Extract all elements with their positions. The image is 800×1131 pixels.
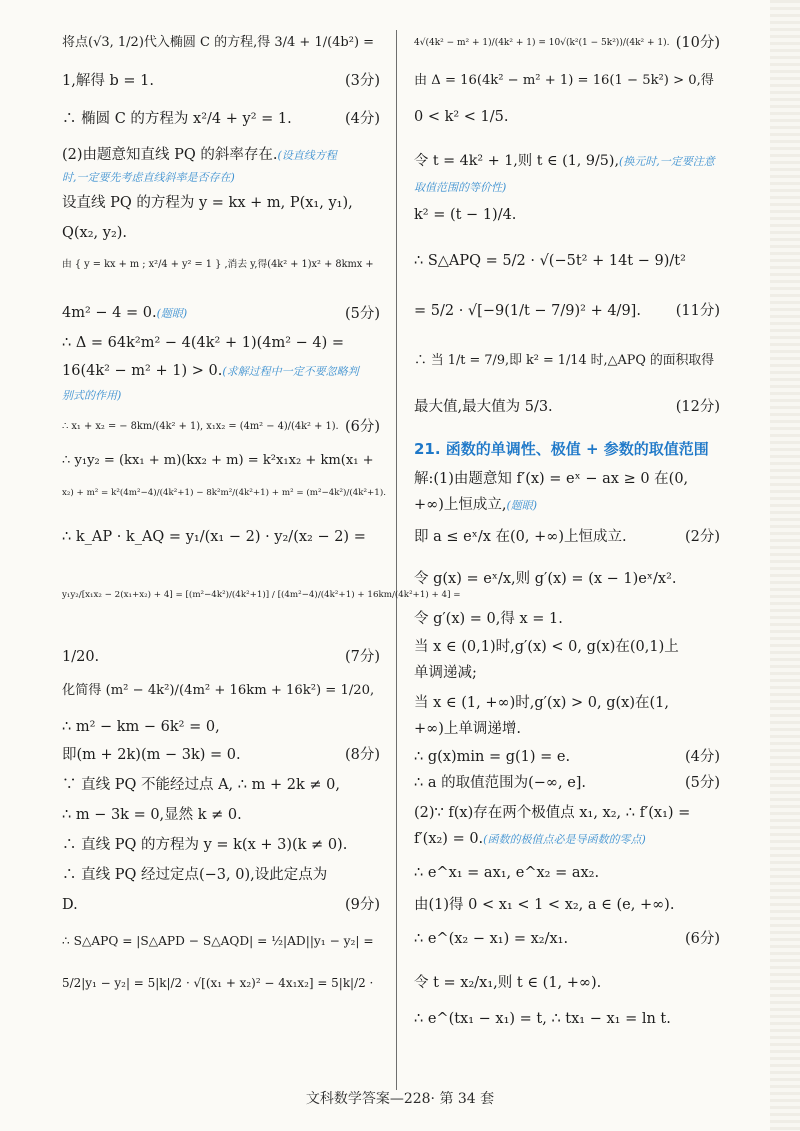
line-text [414, 774, 586, 792]
right-line [414, 570, 720, 588]
left-line [62, 72, 380, 90]
line-text [62, 806, 242, 824]
formula-text: ∴ S△APQ = |S△APD − S△AQD| = ½|AD||y₁ − y₂| = [62, 934, 374, 948]
formula-text: (2)由题意知直线 PQ 的斜率存在. [62, 147, 278, 163]
right-line [414, 252, 720, 270]
line-text [62, 194, 353, 212]
line-text [62, 866, 327, 884]
line-text [414, 72, 714, 90]
formula-text: 0 < k² < 1/5. [414, 109, 509, 125]
line-text [62, 746, 241, 764]
formula-text: ∴ x₁ + x₂ = − 8km/(4k² + 1), x₁x₂ = (4m² − 4)/(4k² + 1). [62, 421, 339, 432]
right-line [414, 72, 720, 90]
left-line [62, 528, 380, 546]
left-line [62, 194, 380, 212]
formula-text: 令 g(x) = eˣ/x,则 g′(x) = (x − 1)eˣ/x². [414, 571, 677, 587]
line-text [414, 664, 477, 682]
right-line [414, 440, 720, 459]
line-text [414, 974, 601, 992]
left-line [62, 586, 461, 604]
column-divider [396, 30, 397, 1090]
line-text [62, 146, 337, 165]
score-points: (6分) [684, 931, 720, 947]
line-text [62, 896, 78, 914]
left-line [62, 866, 380, 884]
formula-text: 即 a ≤ eˣ/x 在(0, +∞)上恒成立. [414, 529, 627, 545]
formula-text: 解:(1)由题意知 f′(x) = eˣ − ax ≥ 0 在(0, [414, 471, 689, 487]
line-text [62, 452, 374, 470]
line-text [414, 1010, 671, 1028]
right-line [414, 804, 720, 822]
right-line [414, 896, 720, 914]
formula-text: ∵ 直线 PQ 不能经过点 A, ∴ m + 2k ≠ 0, [62, 777, 340, 793]
formula-text: ∴ 当 1/t = 7/9,即 k² = 1/14 时,△APQ 的面积取得 [414, 353, 715, 368]
formula-text: f′(x₂) = 0. [414, 831, 484, 847]
formula-text: 4m² − 4 = 0. [62, 305, 157, 321]
line-text [414, 352, 714, 370]
right-line [414, 748, 720, 766]
margin-annotation: (换元时,一定要注意 [619, 155, 715, 168]
line-text [414, 748, 570, 766]
right-line [414, 152, 720, 171]
formula-text: ∴ S△APQ = 5/2 · √(−5t² + 14t − 9)/t² [414, 253, 686, 269]
line-text [414, 528, 627, 546]
right-line [414, 470, 720, 488]
line-text [62, 974, 373, 992]
score-points: (7分) [344, 649, 380, 665]
left-line [62, 304, 380, 323]
right-line [414, 864, 720, 882]
formula-text: D. [62, 897, 78, 913]
score-points: (8分) [344, 747, 380, 763]
formula-text: x₂) + m² = k²(4m²−4)/(4k²+1) − 8k²m²/(4k²+1) + m² = (m²−4k²)/(4k²+1). [62, 488, 386, 498]
right-line [414, 496, 720, 515]
right-line [414, 178, 720, 197]
line-text [62, 304, 187, 323]
formula-text: ∴ e^(x₂ − x₁) = x₂/x₁. [414, 931, 569, 947]
page-edge-texture [770, 0, 800, 1131]
line-text [62, 334, 344, 352]
left-line [62, 224, 380, 242]
formula-text: ∴ m − 3k = 0,显然 k ≠ 0. [62, 807, 242, 823]
right-line [414, 398, 720, 416]
line-text [62, 932, 374, 950]
line-text [62, 34, 374, 52]
formula-text: 令 t = x₂/x₁,则 t ∈ (1, +∞). [414, 975, 602, 991]
score-points: (2分) [684, 529, 720, 545]
line-text [414, 470, 688, 488]
line-text [414, 930, 568, 948]
line-text [62, 224, 127, 242]
formula-text: 1,解得 b = 1. [62, 73, 154, 89]
left-line [62, 484, 386, 502]
left-line [62, 974, 380, 992]
score-points: (6分) [344, 419, 380, 435]
formula-text: ∴ 椭圆 C 的方程为 x²/4 + y² = 1. [62, 111, 292, 127]
formula-text: ∴ 直线 PQ 经过定点(−3, 0),设此定点为 [62, 867, 328, 883]
line-text [414, 694, 669, 712]
left-line [62, 806, 380, 824]
line-text [62, 168, 235, 187]
left-line [62, 648, 380, 666]
right-line [414, 930, 720, 948]
formula-text: ∴ a 的取值范围为(−∞, e]. [414, 775, 587, 791]
page-footer: 文科数学答案—228· 第 34 套 [305, 1091, 495, 1107]
formula-text: ∴ g(x)min = g(1) = e. [414, 749, 571, 765]
left-line [62, 334, 380, 352]
line-text [414, 638, 679, 656]
score-points: (12分) [675, 399, 720, 415]
formula-text: 令 g′(x) = 0,得 x = 1. [414, 611, 563, 627]
line-text [414, 570, 677, 588]
line-text [414, 720, 521, 738]
margin-annotation: (求解过程中一定不要忽略判 [222, 365, 359, 378]
right-line [414, 1010, 720, 1028]
formula-text: 16(4k² − m² + 1) > 0. [62, 363, 223, 379]
margin-annotation: 时,一定要先考虑直线斜率是否存在) [62, 171, 235, 184]
line-text [414, 440, 709, 459]
left-line [62, 110, 380, 128]
margin-annotation: 别式的作用) [62, 389, 122, 402]
formula-text: 即(m + 2k)(m − 3k) = 0. [62, 747, 241, 763]
score-points: (4分) [684, 749, 720, 765]
formula-text: 化简得 (m² − 4k²)/(4m² + 16km + 16k²) = 1/20, [62, 683, 375, 698]
line-text [414, 896, 674, 914]
left-line [62, 362, 380, 381]
formula-text: (2)∵ f(x)存在两个极值点 x₁, x₂, ∴ f′(x₁) = [414, 805, 691, 821]
line-text [414, 302, 641, 320]
score-points: (9分) [344, 897, 380, 913]
formula-text: 1/20. [62, 649, 100, 665]
formula-text: ∴ e^x₁ = ax₁, e^x₂ = ax₂. [414, 865, 600, 881]
right-line [414, 664, 720, 682]
right-line [414, 694, 720, 712]
formula-text: 4√(4k² − m² + 1)/(4k² + 1) = 10√(k²(1 − 5k²))/(4k² + 1). [414, 38, 670, 48]
formula-text: k² = (t − 1)/4. [414, 207, 517, 223]
line-text [414, 206, 516, 224]
line-text [62, 648, 99, 666]
line-text [62, 256, 374, 274]
line-text [414, 252, 686, 270]
right-line [414, 610, 720, 628]
formula-text: 最大值,最大值为 5/3. [414, 399, 553, 415]
margin-annotation: (设直线方程 [277, 149, 337, 162]
line-text [414, 178, 506, 197]
line-text [414, 108, 509, 126]
score-points: (5分) [684, 775, 720, 791]
score-points: (11分) [675, 303, 720, 319]
left-line [62, 256, 380, 274]
left-line [62, 718, 380, 736]
line-text [414, 496, 537, 515]
line-text [62, 484, 386, 502]
formula-text: = 5/2 · √[−9(1/t − 7/9)² + 4/9]. [414, 303, 641, 319]
line-text [414, 830, 646, 849]
right-line [414, 108, 720, 126]
formula-text: ∴ 直线 PQ 的方程为 y = k(x + 3)(k ≠ 0). [62, 837, 348, 853]
left-line [62, 34, 380, 52]
left-line [62, 452, 380, 470]
line-text [62, 682, 374, 700]
formula-text: 设直线 PQ 的方程为 y = kx + m, P(x₁, y₁), [62, 195, 353, 211]
margin-annotation: (题眼) [156, 307, 188, 320]
right-line [414, 830, 720, 849]
right-line [414, 206, 720, 224]
formula-text: y₁y₂/[x₁x₂ − 2(x₁+x₂) + 4] = [(m²−4k²)/(4k²+1)] / [(4m²−4)/(4k²+1) + 16km/(4k²+1) + 4] = [62, 590, 461, 600]
score-points: (10分) [675, 35, 720, 51]
right-line [414, 302, 720, 320]
formula-text: 令 t = 4k² + 1,则 t ∈ (1, 9/5), [414, 153, 620, 169]
left-line [62, 776, 380, 794]
score-points: (4分) [344, 111, 380, 127]
formula-text: ∴ k_AP · k_AQ = y₁/(x₁ − 2) · y₂/(x₂ − 2) = [62, 529, 366, 545]
line-text [414, 398, 553, 416]
right-line [414, 974, 720, 992]
score-points: (3分) [344, 73, 380, 89]
formula-text: ∴ Δ = 64k²m² − 4(4k² + 1)(4m² − 4) = [62, 335, 345, 351]
formula-text: 由 { y = kx + m ; x²/4 + y² = 1 } ,消去 y,得(4k² + 1)x² + 8kmx + [62, 259, 374, 270]
line-text [414, 152, 715, 171]
margin-annotation: (题眼) [506, 499, 538, 512]
right-line [414, 528, 720, 546]
left-line [62, 418, 380, 436]
left-line [62, 682, 380, 700]
right-line [414, 352, 720, 370]
line-text [62, 386, 121, 405]
line-text [414, 610, 563, 628]
formula-text: 当 x ∈ (0,1)时,g′(x) < 0, g(x)在(0,1)上 [414, 639, 679, 655]
formula-text: 21. 函数的单调性、极值 + 参数的取值范围 [414, 440, 709, 458]
right-line [414, 638, 720, 656]
formula-text: ∴ e^(tx₁ − x₁) = t, ∴ tx₁ − x₁ = ln t. [414, 1011, 671, 1027]
formula-text: +∞)上恒成立, [414, 497, 507, 513]
formula-text: ∴ m² − km − 6k² = 0, [62, 719, 220, 735]
left-line [62, 146, 380, 165]
line-text [414, 34, 670, 52]
right-line [414, 774, 720, 792]
left-line [62, 836, 380, 854]
line-text [62, 586, 461, 604]
margin-annotation: 取值范围的等价性) [414, 181, 507, 194]
right-line [414, 720, 720, 738]
left-line [62, 386, 380, 405]
line-text [414, 804, 690, 822]
formula-text: 5/2|y₁ − y₂| = 5|k|/2 · √[(x₁ + x₂)² − 4x₁x₂] = 5|k|/2 · [62, 976, 374, 990]
line-text [62, 362, 359, 381]
line-text [62, 836, 347, 854]
line-text [62, 528, 366, 546]
formula-text: 将点(√3, 1/2)代入椭圆 C 的方程,得 3/4 + 1/(4b²) = [62, 35, 375, 50]
left-line [62, 168, 380, 187]
right-line [414, 34, 720, 52]
line-text [62, 718, 220, 736]
formula-text: Q(x₂, y₂). [62, 225, 128, 241]
formula-text: 由(1)得 0 < x₁ < 1 < x₂, a ∈ (e, +∞). [414, 897, 675, 913]
line-text [62, 776, 340, 794]
line-text [62, 72, 154, 90]
score-points: (5分) [344, 305, 380, 322]
line-text [62, 110, 292, 128]
margin-annotation: (函数的极值点必是导函数的零点) [483, 833, 646, 846]
formula-text: 当 x ∈ (1, +∞)时,g′(x) > 0, g(x)在(1, [414, 695, 669, 711]
line-text [414, 864, 599, 882]
line-text [62, 418, 339, 436]
formula-text: 由 Δ = 16(4k² − m² + 1) = 16(1 − 5k²) > 0,得 [414, 73, 714, 88]
formula-text: 单调递减; [414, 665, 477, 681]
formula-text: +∞)上单调递增. [414, 721, 521, 737]
left-line [62, 746, 380, 764]
left-line [62, 896, 380, 914]
formula-text: ∴ y₁y₂ = (kx₁ + m)(kx₂ + m) = k²x₁x₂ + km(x₁ + [62, 453, 374, 468]
left-line [62, 932, 380, 950]
